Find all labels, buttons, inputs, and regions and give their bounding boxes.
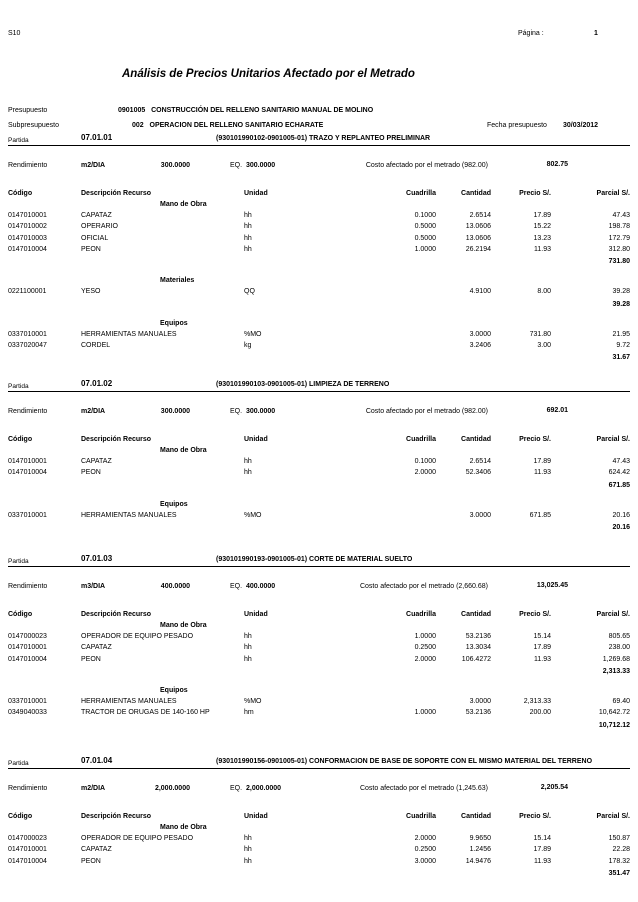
- partida-code: 07.01.03: [81, 554, 113, 563]
- col-codigo: Código: [8, 611, 33, 618]
- item-cantidad: 106.4272: [461, 655, 491, 663]
- item-cantidad: 1.2456: [469, 846, 491, 854]
- item-unidad: hh: [244, 212, 252, 219]
- item-parcial: 20.16: [612, 511, 630, 519]
- rendimiento-label: Rendimiento: [8, 408, 48, 415]
- col-codigo: Código: [8, 190, 33, 197]
- item-parcial: 805.65: [608, 633, 630, 640]
- item-cuadrilla: 3.0000: [414, 857, 436, 865]
- item-precio: 11.93: [534, 245, 551, 253]
- col-unidad: Unidad: [244, 611, 268, 618]
- col-codigo: Código: [8, 813, 33, 820]
- item-cuadrilla: 0.5000: [414, 223, 436, 231]
- subpresupuesto-value: 002 OPERACION DEL RELLENO SANITARIO ECHARATE: [132, 122, 324, 129]
- item-codigo: 0337010001: [8, 330, 47, 338]
- group-subtotal: 2,313.33: [602, 667, 630, 675]
- fecha-presupuesto-label: Fecha presupuesto: [487, 122, 547, 129]
- group-subtotal: 39.28: [612, 300, 630, 308]
- item-descripcion: CAPATAZ: [81, 644, 112, 652]
- item-unidad: %MO: [244, 697, 262, 705]
- item-unidad: hh: [244, 469, 252, 477]
- eq-label: EQ.: [230, 785, 243, 792]
- col-cantidad: Cantidad: [461, 190, 491, 197]
- item-parcial: 22.28: [612, 846, 630, 854]
- partida-label: Partida: [8, 137, 29, 144]
- partida-name: (930101990193-0901005-01) CORTE DE MATERIAL SUELTO: [216, 556, 413, 563]
- item-codigo: 0147010004: [8, 857, 47, 865]
- item-cuadrilla: 0.1000: [414, 212, 436, 219]
- col-descripcion: Descripción Recurso: [81, 436, 152, 443]
- item-unidad: hh: [244, 234, 252, 242]
- rendimiento-label: Rendimiento: [8, 583, 48, 590]
- rendimiento-value: 400.0000: [160, 583, 190, 590]
- group-header: Equipos: [160, 686, 188, 694]
- item-unidad: hh: [244, 655, 252, 663]
- item-parcial: 238.00: [608, 644, 630, 652]
- partida-label: Partida: [8, 383, 29, 390]
- costo-afectado-label: Costo afectado por el metrado (2,660.68): [359, 583, 488, 590]
- col-precio: Precio S/.: [519, 190, 551, 197]
- item-precio: 13.23: [533, 234, 551, 242]
- item-cuadrilla: 0.1000: [414, 458, 436, 465]
- costo-afectado-value: 692.01: [546, 407, 568, 414]
- item-codigo: 0147010004: [8, 245, 47, 253]
- item-precio: 2,313.33: [523, 697, 551, 705]
- item-unidad: hh: [244, 245, 252, 253]
- col-cuadrilla: Cuadrilla: [406, 611, 436, 618]
- col-descripcion: Descripción Recurso: [81, 813, 152, 820]
- report-code: S10: [8, 30, 21, 37]
- costo-afectado-value: 13,025.45: [536, 582, 568, 589]
- subpresupuesto-label: Subpresupuesto: [8, 122, 59, 129]
- rendimiento-value: 300.0000: [160, 162, 190, 169]
- item-parcial: 198.78: [608, 223, 630, 231]
- presupuesto-label: Presupuesto: [8, 107, 48, 114]
- item-parcial: 47.43: [612, 212, 630, 219]
- col-unidad: Unidad: [244, 436, 268, 443]
- item-codigo: 0147010001: [8, 212, 47, 219]
- group-header: Materiales: [160, 277, 195, 285]
- rendimiento-unit: m2/DIA: [81, 162, 106, 169]
- item-codigo: 0147010004: [8, 655, 47, 663]
- fecha-presupuesto-value: 30/03/2012: [563, 122, 599, 129]
- col-precio: Precio S/.: [519, 813, 551, 820]
- costo-afectado-value: 802.75: [546, 161, 568, 168]
- col-unidad: Unidad: [244, 813, 268, 820]
- item-precio: 17.89: [533, 212, 551, 219]
- item-descripcion: YESO: [81, 288, 101, 296]
- eq-label: EQ.: [230, 162, 243, 169]
- item-cantidad: 14.9476: [465, 857, 491, 865]
- partida-label: Partida: [8, 760, 29, 767]
- item-codigo: 0337010001: [8, 511, 47, 519]
- group-subtotal: 671.85: [608, 481, 630, 489]
- item-cuadrilla: 0.5000: [414, 234, 436, 242]
- page-label: Página :: [518, 30, 544, 37]
- partida-code: 07.01.04: [81, 756, 113, 765]
- col-parcial: Parcial S/.: [596, 190, 630, 197]
- eq-value: 300.0000: [246, 162, 276, 169]
- item-codigo: 0147010003: [8, 234, 47, 242]
- item-codigo: 0147010001: [8, 644, 47, 652]
- rendimiento-label: Rendimiento: [8, 785, 48, 792]
- group-header: Equipos: [160, 319, 188, 327]
- costo-afectado-label: Costo afectado por el metrado (982.00): [365, 408, 488, 415]
- eq-label: EQ.: [230, 408, 243, 415]
- item-descripcion: OFICIAL: [81, 234, 109, 242]
- page-number: 1: [594, 30, 598, 37]
- item-unidad: hh: [244, 458, 252, 465]
- item-descripcion: HERRAMIENTAS MANUALES: [81, 511, 177, 519]
- item-unidad: hh: [244, 857, 252, 865]
- item-unidad: hh: [244, 846, 252, 854]
- item-parcial: 47.43: [612, 458, 630, 465]
- item-codigo: 0147010001: [8, 846, 47, 854]
- col-precio: Precio S/.: [519, 611, 551, 618]
- item-parcial: 10,642.72: [598, 709, 630, 717]
- item-descripcion: HERRAMIENTAS MANUALES: [81, 330, 177, 338]
- item-parcial: 150.87: [608, 835, 630, 842]
- item-descripcion: PEON: [81, 857, 101, 865]
- item-precio: 8.00: [537, 288, 551, 296]
- col-cantidad: Cantidad: [461, 813, 491, 820]
- partida-label: Partida: [8, 558, 29, 565]
- group-subtotal: 20.16: [612, 523, 630, 531]
- col-cuadrilla: Cuadrilla: [406, 190, 436, 197]
- col-parcial: Parcial S/.: [596, 436, 630, 443]
- group-subtotal: 10,712.12: [598, 721, 630, 729]
- item-precio: 17.89: [533, 458, 551, 465]
- item-cuadrilla: 1.0000: [414, 709, 436, 717]
- item-cantidad: 2.6514: [469, 212, 491, 219]
- partida-underline: [8, 391, 630, 392]
- partida-name: (930101990156-0901005-01) CONFORMACION DE BASE DE SOPORTE CON EL MISMO MATERIAL DEL TERRENO: [216, 758, 593, 765]
- item-unidad: kg: [244, 341, 252, 349]
- item-unidad: hh: [244, 644, 252, 652]
- item-precio: 200.00: [529, 709, 551, 717]
- item-parcial: 9.72: [616, 341, 630, 349]
- col-unidad: Unidad: [244, 190, 268, 197]
- item-descripcion: CAPATAZ: [81, 212, 112, 219]
- item-precio: 17.89: [533, 846, 551, 854]
- item-cantidad: 13.0606: [465, 234, 491, 242]
- col-precio: Precio S/.: [519, 436, 551, 443]
- costo-afectado-label: Costo afectado por el metrado (982.00): [365, 162, 488, 169]
- col-cuadrilla: Cuadrilla: [406, 813, 436, 820]
- item-unidad: hh: [244, 835, 252, 842]
- item-descripcion: PEON: [81, 469, 101, 477]
- item-cantidad: 26.2194: [465, 245, 491, 253]
- item-descripcion: TRACTOR DE ORUGAS DE 140-160 HP: [81, 709, 210, 717]
- item-parcial: 69.40: [612, 697, 630, 705]
- item-cantidad: 3.0000: [469, 330, 491, 338]
- item-precio: 17.89: [533, 644, 551, 652]
- item-descripcion: CAPATAZ: [81, 846, 112, 854]
- item-codigo: 0337010001: [8, 697, 47, 705]
- partida-underline: [8, 145, 630, 146]
- group-header: Mano de Obra: [160, 447, 207, 454]
- group-header: Equipos: [160, 500, 188, 508]
- item-unidad: hm: [244, 709, 254, 717]
- presupuesto-value: 0901005 CONSTRUCCIÓN DEL RELLENO SANITARIO MANUAL DE MOLINO: [118, 107, 374, 114]
- item-descripcion: HERRAMIENTAS MANUALES: [81, 697, 177, 705]
- item-unidad: %MO: [244, 330, 262, 338]
- item-precio: 15.14: [533, 633, 551, 640]
- item-codigo: 0147010004: [8, 469, 47, 477]
- item-cantidad: 52.3406: [465, 469, 491, 477]
- item-unidad: QQ: [244, 288, 255, 296]
- item-unidad: hh: [244, 223, 252, 231]
- report-title: Análisis de Precios Unitarios Afectado por el Metrado: [122, 68, 415, 80]
- rendimiento-label: Rendimiento: [8, 162, 48, 169]
- item-codigo: 0349040033: [8, 709, 47, 717]
- group-subtotal: 31.67: [612, 354, 630, 362]
- rendimiento-unit: m2/DIA: [81, 408, 106, 415]
- item-cantidad: 9.9650: [469, 835, 491, 842]
- partida-underline: [8, 566, 630, 567]
- item-parcial: 178.32: [608, 857, 630, 865]
- col-descripcion: Descripción Recurso: [81, 190, 152, 197]
- item-cuadrilla: 2.0000: [414, 655, 436, 663]
- col-cantidad: Cantidad: [461, 611, 491, 618]
- rendimiento-unit: m3/DIA: [81, 583, 106, 590]
- costo-afectado-value: 2,205.54: [540, 784, 568, 791]
- item-codigo: 0221100001: [8, 288, 47, 296]
- partida-code: 07.01.02: [81, 379, 113, 388]
- item-descripcion: OPERADOR DE EQUIPO PESADO: [81, 633, 194, 640]
- group-subtotal: 731.80: [608, 258, 630, 266]
- item-precio: 731.80: [529, 330, 551, 338]
- item-cantidad: 53.2136: [465, 633, 491, 640]
- item-cantidad: 2.6514: [469, 458, 491, 465]
- item-cuadrilla: 0.2500: [414, 644, 436, 652]
- col-cuadrilla: Cuadrilla: [406, 436, 436, 443]
- item-descripcion: PEON: [81, 655, 101, 663]
- eq-label: EQ.: [230, 583, 243, 590]
- item-parcial: 39.28: [612, 288, 630, 296]
- col-parcial: Parcial S/.: [596, 813, 630, 820]
- item-descripcion: OPERARIO: [81, 223, 118, 231]
- item-codigo: 0147010002: [8, 223, 47, 231]
- group-header: Mano de Obra: [160, 201, 207, 208]
- partida-code: 07.01.01: [81, 133, 113, 142]
- item-cantidad: 3.0000: [469, 697, 491, 705]
- item-cuadrilla: 0.2500: [414, 846, 436, 854]
- eq-value: 400.0000: [246, 583, 276, 590]
- item-cuadrilla: 1.0000: [414, 245, 436, 253]
- col-parcial: Parcial S/.: [596, 611, 630, 618]
- item-cantidad: 13.3034: [465, 644, 491, 652]
- item-cantidad: 53.2136: [465, 709, 491, 717]
- col-codigo: Código: [8, 436, 33, 443]
- item-precio: 3.00: [537, 341, 551, 349]
- rendimiento-unit: m2/DIA: [81, 785, 106, 792]
- group-header: Mano de Obra: [160, 824, 207, 831]
- item-cuadrilla: 1.0000: [414, 633, 436, 640]
- item-codigo: 0147010001: [8, 458, 47, 465]
- item-precio: 671.85: [529, 511, 551, 519]
- partida-name: (930101990102-0901005-01) TRAZO Y REPLANTEO PRELIMINAR: [216, 135, 431, 142]
- item-descripcion: OPERADOR DE EQUIPO PESADO: [81, 835, 194, 842]
- item-precio: 15.22: [533, 223, 551, 231]
- group-subtotal: 351.47: [608, 869, 630, 877]
- item-precio: 11.93: [534, 469, 551, 477]
- col-descripcion: Descripción Recurso: [81, 611, 152, 618]
- item-cuadrilla: 2.0000: [414, 469, 436, 477]
- item-codigo: 0147000023: [8, 633, 47, 640]
- item-cantidad: 13.0606: [465, 223, 491, 231]
- item-precio: 11.93: [534, 857, 551, 865]
- partida-underline: [8, 768, 630, 769]
- item-precio: 15.14: [533, 835, 551, 842]
- item-cantidad: 4.9100: [469, 288, 491, 296]
- item-codigo: 0147000023: [8, 835, 47, 842]
- eq-value: 2,000.0000: [246, 785, 282, 792]
- item-codigo: 0337020047: [8, 341, 47, 349]
- item-cuadrilla: 2.0000: [414, 835, 436, 842]
- item-parcial: 624.42: [608, 469, 630, 477]
- item-descripcion: CORDEL: [81, 341, 111, 349]
- item-descripcion: CAPATAZ: [81, 458, 112, 465]
- item-parcial: 1,269.68: [602, 655, 630, 663]
- item-unidad: %MO: [244, 511, 262, 519]
- rendimiento-value: 2,000.0000: [154, 785, 190, 792]
- item-unidad: hh: [244, 633, 252, 640]
- rendimiento-value: 300.0000: [160, 408, 190, 415]
- item-precio: 11.93: [534, 655, 551, 663]
- col-cantidad: Cantidad: [461, 436, 491, 443]
- item-parcial: 172.79: [608, 234, 630, 242]
- item-cantidad: 3.0000: [469, 511, 491, 519]
- item-cantidad: 3.2406: [469, 341, 491, 349]
- group-header: Mano de Obra: [160, 622, 207, 629]
- costo-afectado-label: Costo afectado por el metrado (1,245.63): [359, 785, 488, 792]
- item-descripcion: PEON: [81, 245, 101, 253]
- item-parcial: 21.95: [612, 330, 630, 338]
- item-parcial: 312.80: [608, 245, 630, 253]
- partida-name: (930101990103-0901005-01) LIMPIEZA DE TERRENO: [216, 381, 390, 388]
- eq-value: 300.0000: [246, 408, 276, 415]
